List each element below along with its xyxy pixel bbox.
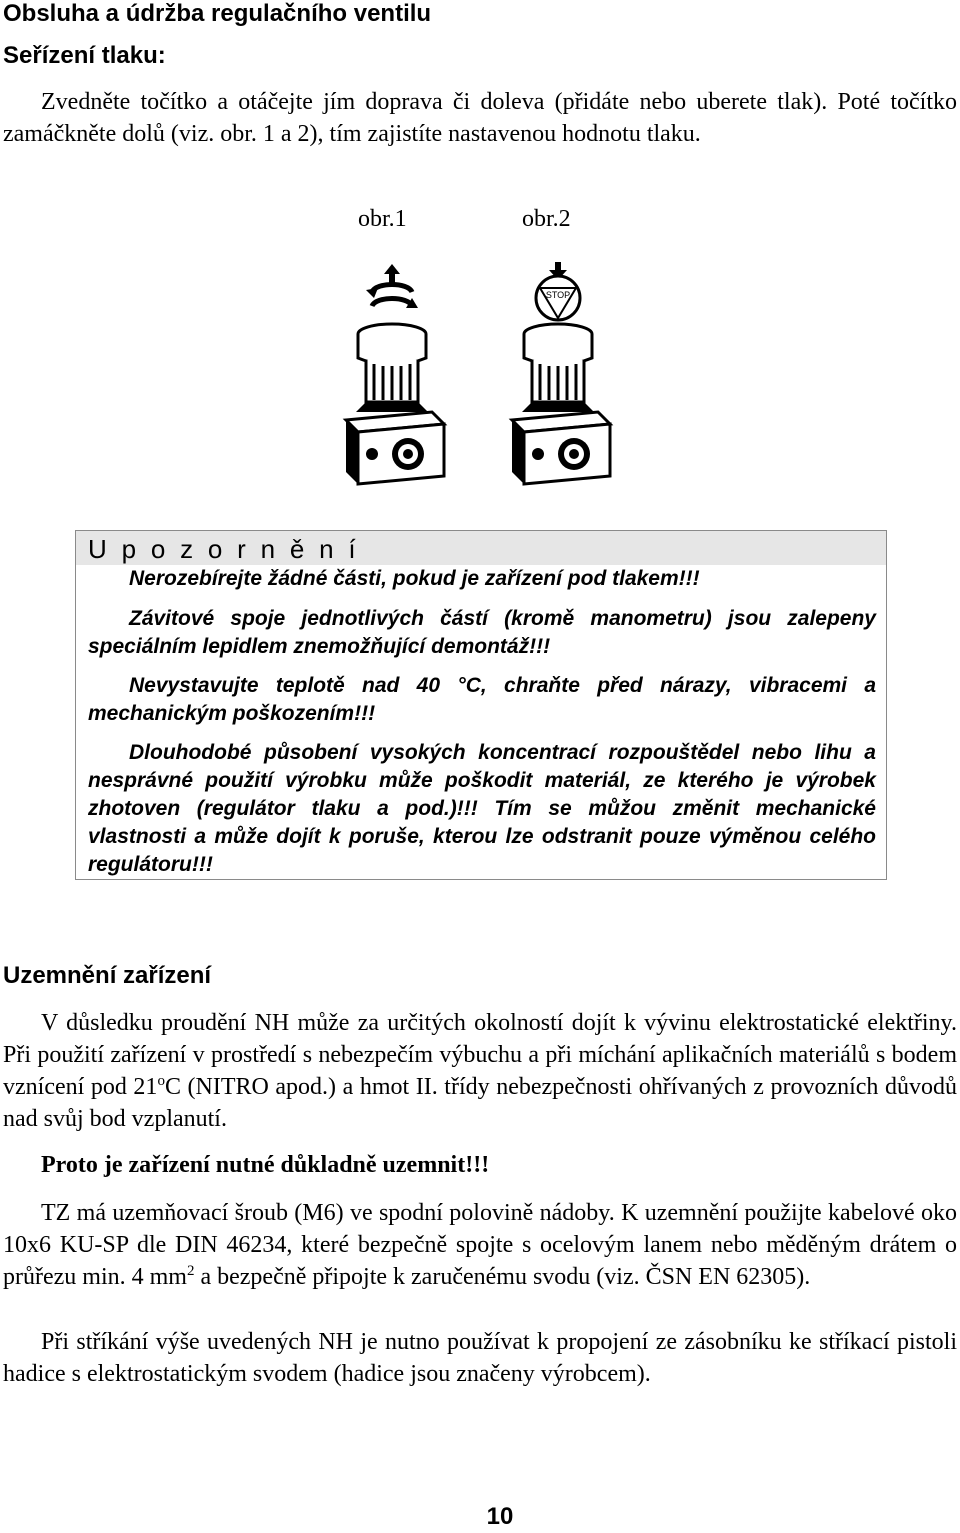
warning-box bbox=[75, 530, 887, 880]
rotate-arrows-icon bbox=[366, 264, 418, 308]
grounding-emphasis: Proto je zařízení nutné důkladně uzemnit!!! bbox=[41, 1152, 490, 1178]
regulator-rotate-figure bbox=[336, 262, 448, 490]
grounding-paragraph-2: TZ má uzemňovací šroub (M6) ve spodní polovině nádoby. K uzemnění použijte kabelové oko 10x6 KU-SP dle DIN 46234, které bezpečně spojte s ocelovým lanem nebo měděným drátem o průřezu min. 4 $mm^2$ a bezpečně připojte k zaručenému svodu (viz. ČSN EN 62305). bbox=[3, 1200, 957, 1290]
warning-item: Závitové spoje jednotlivých částí (kromě manometru) jsou zalepeny speciálním lepidlem znemožňující demontáž!!! bbox=[88, 607, 876, 658]
warning-header bbox=[76, 531, 886, 565]
warning-title: Upozornění bbox=[88, 534, 371, 564]
stop-badge-text: STOP bbox=[545, 290, 571, 300]
regulator-stop-figure bbox=[502, 262, 614, 490]
page-heading: Obsluha a údržba regulačního ventilu bbox=[3, 0, 432, 27]
warning-item: Nevystavujte teplotě nad 40 °C, chraňte před nárazy, vibracemi a mechanickým poškozením!!! bbox=[88, 674, 876, 725]
section-subheading: Seřízení tlaku: bbox=[3, 42, 166, 69]
warning-item: Nerozebírejte žádné části, pokud je zařízení pod tlakem!!! bbox=[129, 567, 700, 590]
grounding-paragraph-1: V důsledku proudění NH může za určitých okolností dojít k vývinu elektrostatické elektřiny. Při použití zařízení v prostředí s nebezpečím výbuchu a při míchání aplikačních materiálů s bodem vznícení pod 21$^o$C (NITRO apod.) a hmot II. třídy nebezpečnosti ohřívaných z provozních důvodů nad svůj bod vzplanutí. bbox=[3, 1010, 957, 1132]
regulator-body bbox=[346, 324, 444, 484]
intro-paragraph: Zvedněte točítko a otáčejte jím doprava či doleva (přidáte nebo uberete tlak). Poté točítko zamáčkněte dolů (viz. obr. 1 a 2), tím zajistíte nastavenou hodnotu tlaku. bbox=[3, 89, 957, 147]
grounding-paragraph-3: Při stříkání výše uvedených NH je nutno používat k propojení ze zásobníku ke stříkací pistoli hadice s elektrostatickým svodem (hadice jsou značeny výrobcem). bbox=[3, 1329, 957, 1387]
stop-press-icon bbox=[536, 262, 580, 320]
grounding-title: Uzemnění zařízení bbox=[3, 962, 212, 989]
regulator-body bbox=[512, 324, 610, 484]
warning-item: Dlouhodobé působení vysokých koncentrací rozpouštědel nebo lihu a nesprávné použití výrobku může poškodit materiál, ze kterého je výrobek zhotoven (regulátor tlaku a pod.)!!! Tím se můžou změnit mechanické vlastnosti a může dojít k poruše, kterou lze odstranit pouze výměnou celého regulátoru!!! bbox=[88, 741, 876, 876]
figure-label-1: obr.1 bbox=[358, 206, 407, 232]
page-number: 10 bbox=[486, 1503, 514, 1530]
figure-label-2: obr.2 bbox=[522, 206, 571, 232]
